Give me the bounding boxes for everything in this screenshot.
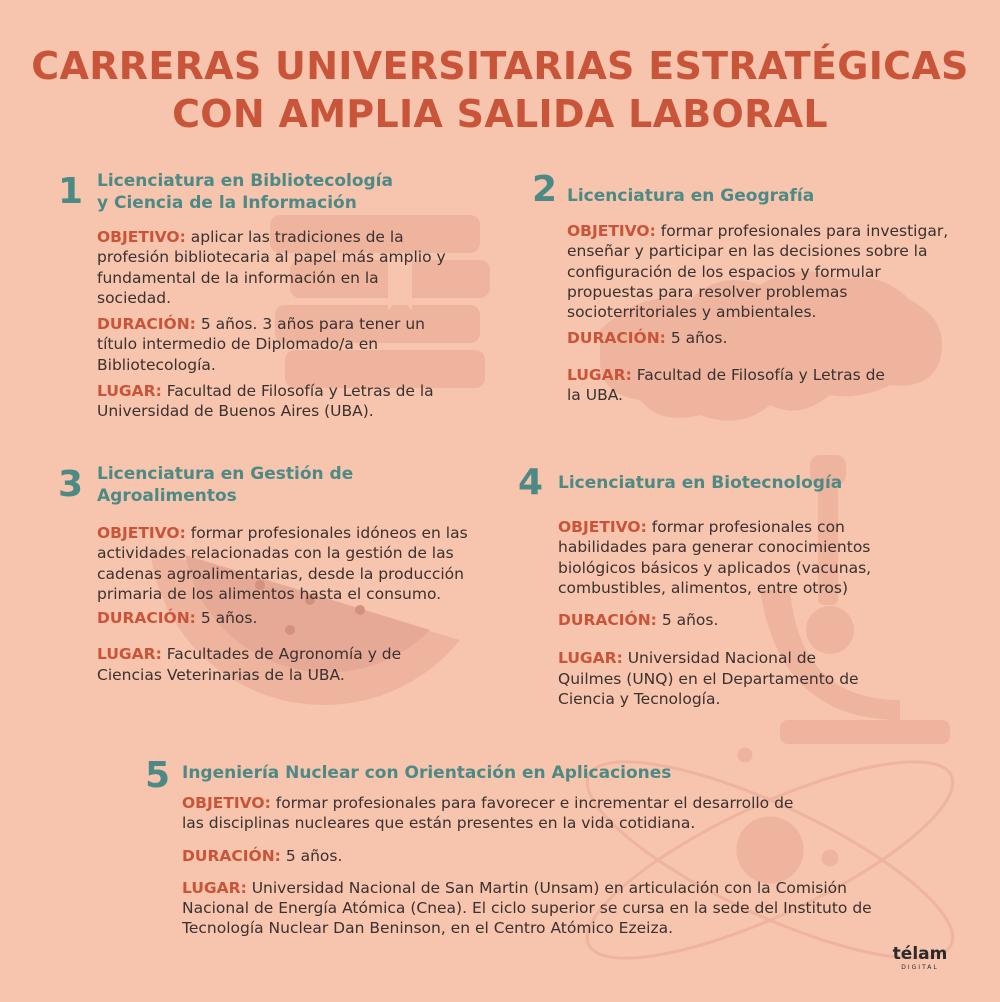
career-3-heading-line-2: Agroalimentos: [97, 486, 237, 506]
career-3-place: [97, 644, 442, 685]
objective-text: aplicar las tradiciones de la profesión bibliotecaria al papel más amplio y fundamental de la información en la sociedad.: [97, 228, 446, 307]
objective-label: OBJETIVO:: [97, 524, 186, 542]
career-1-heading: [97, 170, 457, 214]
place-text: Facultad de Filosofía y Letras de la Universidad de Buenos Aires (UBA).: [97, 382, 434, 421]
career-4-duration: [558, 610, 908, 630]
duration-text: 5 años.: [285, 846, 343, 865]
career-4-heading: [558, 472, 938, 494]
duration-label: DURACIÓN:: [97, 315, 196, 334]
place-label: LUGAR:: [97, 645, 162, 664]
career-1-duration: [97, 314, 452, 375]
career-1-heading-line-2: y Ciencia de la Información: [97, 193, 357, 213]
duration-text: 5 años.: [670, 329, 728, 348]
career-3-details: [97, 523, 487, 685]
place-text: Universidad Nacional de Quilmes (UNQ) en el Departamento de Ciencia y Tecnología.: [558, 649, 859, 709]
duration-label: DURACIÓN:: [182, 846, 281, 865]
objective-label: OBJETIVO:: [558, 518, 647, 536]
career-5-duration: [182, 846, 897, 866]
objective-text: formar profesionales con habilidades para generar conocimientos biológicos básicos y aplicados (vacunas, combustibles, alimentos, entre otros): [558, 518, 872, 597]
career-5-heading-line-1: Ingeniería Nuclear con Orientación en Aplicaciones: [182, 763, 672, 783]
telam-logo: [885, 944, 955, 972]
career-5-place: [182, 878, 897, 939]
career-2-duration: [567, 328, 952, 348]
career-2-details: [567, 221, 952, 405]
place-text: Facultades de Agronomía y de Ciencias Veterinarias de la UBA.: [97, 645, 402, 684]
logo-subtitle: DIGITAL: [901, 964, 939, 971]
career-4-objective: [558, 517, 908, 598]
place-label: LUGAR:: [182, 878, 247, 897]
page-title: [0, 42, 1000, 138]
career-2-heading: [567, 185, 927, 207]
career-1-heading-line-1: Licenciatura en Bibliotecología: [97, 171, 393, 191]
career-2-place: [567, 365, 897, 406]
title-line-2: CON AMPLIA SALIDA LABORAL: [172, 92, 828, 136]
career-5-heading: [182, 762, 802, 784]
objective-text: formar profesionales para favorecer e incrementar el desarrollo de las disciplinas nucleares que están presentes en la vida cotidiana.: [182, 794, 794, 833]
duration-label: DURACIÓN:: [558, 611, 657, 630]
duration-label: DURACIÓN:: [567, 329, 666, 348]
place-label: LUGAR:: [97, 382, 162, 401]
place-text: Universidad Nacional de San Martin (Unsam) en articulación con la Comisión Nacional de Energía Atómica (Cnea). El ciclo superior se cursa en la sede del Instituto de Tecnología Nuclear Dan Beninson, en el Centro Atómico Ezeiza.: [182, 878, 872, 938]
career-4-place: [558, 648, 868, 709]
place-label: LUGAR:: [558, 649, 623, 668]
career-2-number: 2: [532, 169, 558, 210]
career-1-place: [97, 381, 452, 422]
career-3-number: 3: [58, 464, 84, 505]
title-line-1: CARRERAS UNIVERSITARIAS ESTRATÉGICAS: [31, 44, 969, 88]
career-3-heading-line-1: Licenciatura en Gestión de: [97, 464, 354, 484]
career-2-heading-line-1: Licenciatura en Geografía: [567, 186, 815, 206]
career-4-details: [558, 517, 908, 709]
career-5-details: [182, 793, 897, 939]
duration-text: 5 años.: [200, 609, 258, 628]
logo-brand: télam: [892, 944, 948, 964]
career-4-heading-line-1: Licenciatura en Biotecnología: [558, 473, 843, 493]
career-3-duration: [97, 608, 487, 628]
career-5-number: 5: [145, 755, 171, 796]
career-3-heading: [97, 463, 457, 507]
objective-label: OBJETIVO:: [567, 222, 656, 240]
duration-text: 5 años.: [661, 611, 719, 630]
career-1-details: [97, 227, 452, 422]
career-3-objective: [97, 523, 487, 604]
objective-text: formar profesionales idóneos en las actividades relacionadas con la gestión de las cadenas agroalimentarias, desde la producción primaria de los alimentos hasta el consumo.: [97, 524, 468, 603]
career-1-number: 1: [58, 171, 84, 212]
objective-label: OBJETIVO:: [182, 794, 271, 812]
objective-text: formar profesionales para investigar, enseñar y participar en las decisiones sobre la configuración de los espacios y formular propuestas para resolver problemas socioterritoriales y ambientales.: [567, 222, 949, 322]
duration-text: 5 años. 3 años para tener un título intermedio de Diplomado/a en Bibliotecología.: [97, 315, 425, 374]
career-4-number: 4: [518, 462, 544, 503]
career-1-objective: [97, 227, 452, 308]
place-text: Facultad de Filosofía y Letras de la UBA.: [567, 365, 885, 405]
career-5-objective: [182, 793, 802, 834]
objective-label: OBJETIVO:: [97, 228, 186, 246]
place-label: LUGAR:: [567, 365, 632, 384]
career-2-objective: [567, 221, 952, 322]
duration-label: DURACIÓN:: [97, 609, 196, 628]
